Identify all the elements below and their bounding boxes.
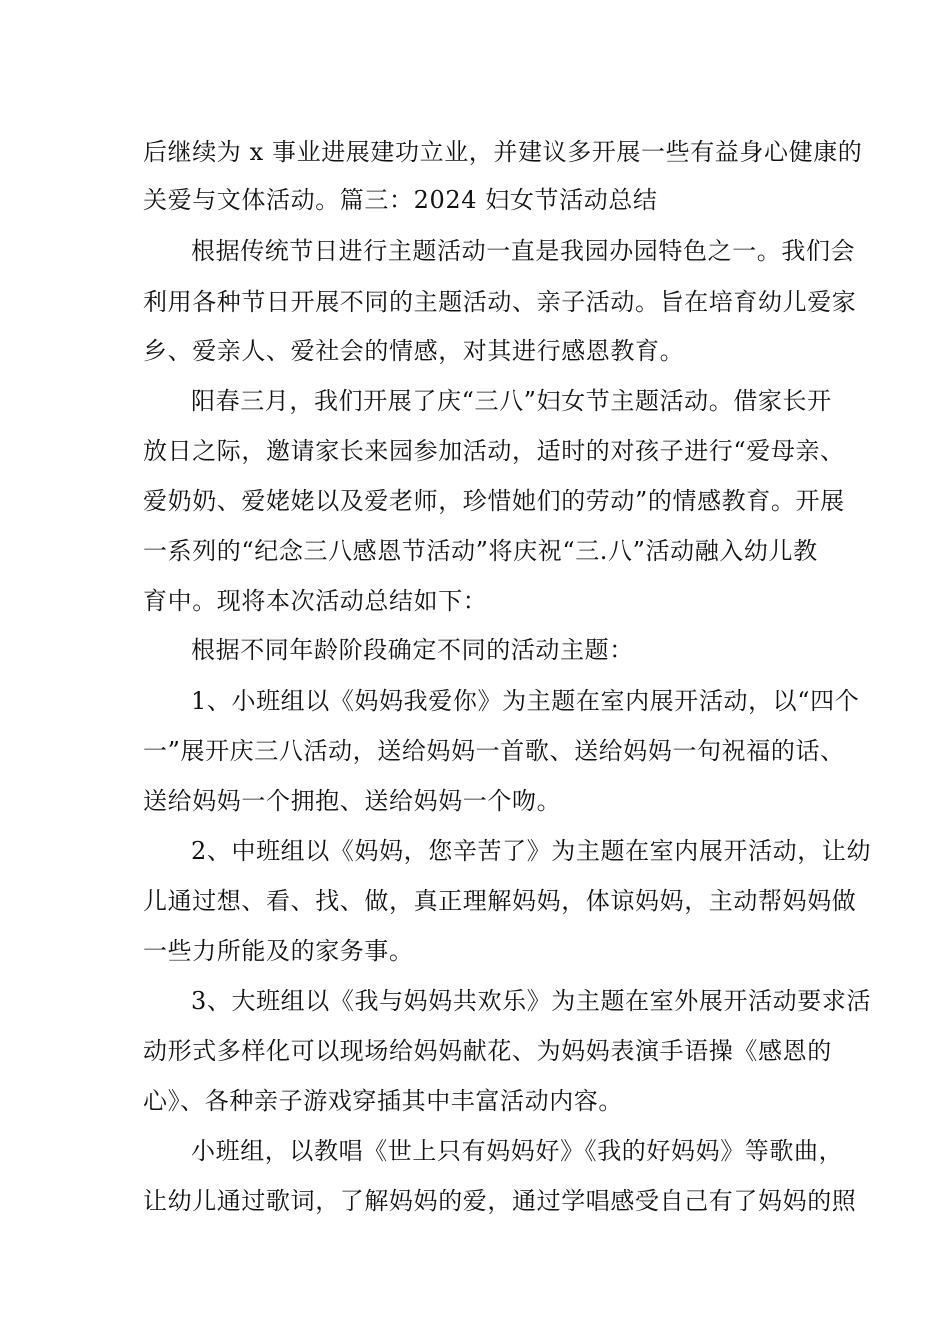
- paragraph-start: 小班组，以教唱《世上只有妈妈好》《我的好妈妈》等歌曲，: [191, 1137, 844, 1165]
- text-line: 育中。现将本次活动总结如下：: [143, 587, 488, 615]
- paragraph-start: 阳春三月，我们开展了庆“三八”妇女节主题活动。借家长开: [191, 387, 832, 415]
- paragraph-start: 2、中班组以《妈妈，您辛苦了》为主题在室内展开活动，让幼: [191, 837, 872, 865]
- paragraph-start: 3、大班组以《我与妈妈共欢乐》为主题在室外展开活动要求活: [191, 987, 872, 1015]
- text-line: 心》、各种亲子游戏穿插其中丰富活动内容。: [143, 1087, 623, 1115]
- text-line: 关爱与文体活动。篇三：2024 妇女节活动总结: [143, 186, 658, 214]
- text-line: 送给妈妈一个拥抱、送给妈妈一个吻。: [143, 787, 562, 815]
- text-line: 一”展开庆三八活动，送给妈妈一首歌、送给妈妈一句祝福的话、: [143, 737, 845, 765]
- paragraph-start: 根据传统节日进行主题活动一直是我园办园特色之一。我们会: [191, 237, 856, 265]
- text-line: 乡、爱亲人、爱社会的情感，对其进行感恩教育。: [143, 337, 685, 365]
- text-line: 让幼儿通过歌词，了解妈妈的爱，通过学唱感受自己有了妈妈的照: [143, 1187, 857, 1215]
- text-line: 儿通过想、看、找、做，真正理解妈妈，体谅妈妈，主动帮妈妈做: [143, 887, 857, 915]
- text-line: 爱奶奶、爱姥姥以及爱老师，珍惜她们的劳动”的情感教育。开展: [143, 487, 845, 515]
- paragraph-start: 1、小班组以《妈妈我爱你》为主题在室内展开活动，以“四个: [191, 687, 860, 715]
- text-line: 后继续为 x 事业进展建功立业，并建议多开展一些有益身心健康的: [143, 138, 863, 166]
- text-line: 动形式多样化可以现场给妈妈献花、为妈妈表演手语操《感恩的: [143, 1037, 832, 1065]
- text-line: 一些力所能及的家务事。: [143, 937, 414, 965]
- text-line: 一系列的“纪念三八感恩节活动”将庆祝“三.八”活动融入幼儿教: [143, 537, 818, 565]
- text-line: 利用各种节日开展不同的主题活动、亲子活动。旨在培育幼儿爱家: [143, 288, 857, 316]
- paragraph-start: 根据不同年龄阶段确定不同的活动主题：: [191, 636, 634, 664]
- text-line: 放日之际，邀请家长来园参加活动，适时的对孩子进行“爱母亲、: [143, 437, 845, 465]
